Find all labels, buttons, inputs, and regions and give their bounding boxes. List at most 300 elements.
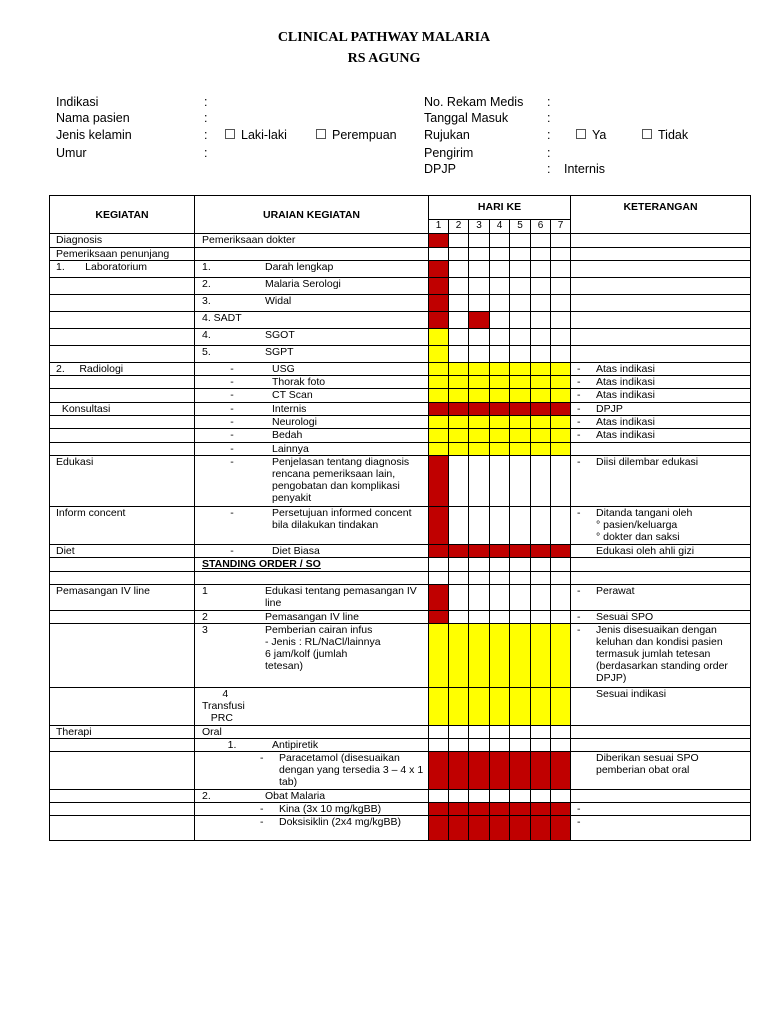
day-7-cell [551, 346, 571, 363]
keterangan-bullet: - [577, 389, 581, 401]
uraian-text: Persetujuan informed concent bila dilakukan tindakan [272, 507, 415, 531]
day-4-cell [490, 456, 510, 507]
uraian-cell [195, 803, 429, 816]
day-6-cell [531, 816, 551, 841]
table-row [50, 816, 751, 841]
kegiatan-cell: 2. Radiologi [50, 363, 195, 376]
day-2-header: 2 [449, 220, 469, 234]
day-4-cell [490, 585, 510, 611]
day-7-cell [551, 611, 571, 624]
day-5-cell [510, 816, 531, 841]
table-row [50, 248, 751, 261]
checkbox-icon[interactable] [576, 129, 586, 139]
day-2-cell [449, 248, 469, 261]
uraian-text: Widal [265, 295, 292, 307]
ya-option[interactable] [576, 128, 606, 142]
keterangan-cell [571, 611, 751, 624]
uraian-cell [195, 624, 429, 688]
day-4-cell [490, 558, 510, 572]
table-row [50, 278, 751, 295]
day-2-cell [449, 261, 469, 278]
keterangan-bullet [577, 688, 596, 700]
day-7-cell [551, 545, 571, 558]
nama-label: Nama pasien [56, 111, 130, 125]
keterangan-bullet: - [577, 624, 581, 636]
day-5-cell [510, 443, 531, 456]
day-4-cell [490, 363, 510, 376]
day-6-cell [531, 790, 551, 803]
day-7-cell [551, 295, 571, 312]
uraian-text: Pemasangan IV line [265, 611, 359, 623]
uraian-cell [195, 363, 429, 376]
uraian-cell [195, 456, 429, 507]
checkbox-icon[interactable] [225, 129, 235, 139]
day-5-cell [510, 545, 531, 558]
umur-label: Umur [56, 146, 87, 160]
day-4-cell [490, 726, 510, 739]
uraian-text: CT Scan [272, 389, 313, 401]
kegiatan-cell: Edukasi [50, 456, 195, 507]
day-1-cell [429, 443, 449, 456]
day-5-cell [510, 429, 531, 443]
day-6-cell [531, 585, 551, 611]
keterangan-cell [571, 346, 751, 363]
kegiatan-cell: Konsultasi [50, 403, 195, 416]
day-7-cell [551, 389, 571, 403]
table-row [50, 295, 751, 312]
kegiatan-cell [50, 312, 195, 329]
day-7-header: 7 [551, 220, 571, 234]
day-2-cell [449, 389, 469, 403]
table-row [50, 346, 751, 363]
day-4-cell [490, 752, 510, 790]
uraian-bullet: - [230, 456, 234, 468]
uraian-cell [195, 295, 429, 312]
keterangan-text: Atas indikasi [596, 416, 655, 428]
pengirim-label: Pengirim [424, 146, 474, 160]
table-row [50, 234, 751, 248]
day-6-cell [531, 295, 551, 312]
day-3-cell [469, 726, 490, 739]
day-2-cell [449, 443, 469, 456]
day-5-cell [510, 739, 531, 752]
day-7-cell [551, 816, 571, 841]
day-3-cell [469, 545, 490, 558]
uraian-bullet: - [260, 803, 264, 815]
keterangan-cell [571, 295, 751, 312]
day-7-cell [551, 456, 571, 507]
day-3-cell [469, 416, 490, 429]
table-row [50, 790, 751, 803]
uraian-bullet: - [260, 752, 264, 764]
day-4-cell [490, 403, 510, 416]
day-5-cell [510, 611, 531, 624]
day-7-cell [551, 234, 571, 248]
day-7-cell [551, 416, 571, 429]
day-1-cell [429, 572, 449, 585]
day-5-cell [510, 376, 531, 389]
day-7-cell [551, 558, 571, 572]
uraian-text: USG [272, 363, 295, 375]
nama-sep: : [204, 111, 208, 125]
kegiatan-cell: Therapi [50, 726, 195, 739]
day-3-cell [469, 312, 490, 329]
day-7-cell [551, 752, 571, 790]
table-row [50, 688, 751, 726]
keterangan-cell [571, 429, 751, 443]
kegiatan-cell: Pemasangan IV line [50, 585, 195, 611]
day-6-cell [531, 611, 551, 624]
day-6-cell [531, 752, 551, 790]
day-7-cell [551, 261, 571, 278]
day-2-cell [449, 558, 469, 572]
uraian-cell [195, 790, 429, 803]
uraian-cell [195, 443, 429, 456]
day-2-cell [449, 416, 469, 429]
day-7-cell [551, 312, 571, 329]
day-3-cell [469, 278, 490, 295]
day-1-cell [429, 429, 449, 443]
day-1-cell [429, 376, 449, 389]
day-3-cell [469, 376, 490, 389]
day-5-cell [510, 389, 531, 403]
day-4-cell [490, 790, 510, 803]
keterangan-cell [571, 803, 751, 816]
keterangan-text: Edukasi oleh ahli gizi [596, 545, 695, 557]
keterangan-cell [571, 816, 751, 841]
uraian-text: Internis [272, 403, 307, 415]
day-1-cell [429, 558, 449, 572]
keterangan-text: Atas indikasi [596, 363, 655, 375]
dpjp-label: DPJP [424, 162, 456, 176]
uraian-text: Pemeriksaan dokter [202, 234, 296, 246]
day-1-cell [429, 278, 449, 295]
uraian-cell [195, 278, 429, 295]
keterangan-text: Sesuai indikasi [596, 688, 667, 700]
kegiatan-cell [50, 329, 195, 346]
table-row [50, 261, 751, 278]
day-1-cell [429, 403, 449, 416]
day-5-cell [510, 278, 531, 295]
laki-option[interactable] [225, 128, 287, 142]
keterangan-bullet: - [577, 416, 581, 428]
keterangan-cell [571, 624, 751, 688]
kegiatan-cell [50, 688, 195, 726]
day-2-cell [449, 376, 469, 389]
table-row [50, 739, 751, 752]
day-6-cell [531, 572, 551, 585]
uraian-text: Neurologi [272, 416, 317, 428]
table-row [50, 389, 751, 403]
checkbox-icon[interactable] [642, 129, 652, 139]
day-1-cell [429, 363, 449, 376]
keterangan-cell [571, 585, 751, 611]
day-2-cell [449, 752, 469, 790]
uraian-bullet: - [230, 507, 234, 519]
day-3-cell [469, 611, 490, 624]
keterangan-cell [571, 329, 751, 346]
day-4-cell [490, 248, 510, 261]
kegiatan-cell [50, 558, 195, 572]
day-6-cell [531, 456, 551, 507]
uraian-text: Penjelasan tentang diagnosis rencana pemeriksaan lain, pengobatan dan komplikasi penyakit [272, 456, 413, 504]
uraian-cell [195, 545, 429, 558]
perempuan-option[interactable] [316, 128, 397, 142]
uraian-cell [195, 248, 429, 261]
day-3-cell [469, 346, 490, 363]
day-7-cell [551, 726, 571, 739]
uraian-cell [195, 507, 429, 545]
keterangan-text: Perawat [596, 585, 635, 597]
day-2-cell [449, 312, 469, 329]
table-row [50, 558, 751, 572]
day-3-cell [469, 248, 490, 261]
keterangan-text: DPJP [596, 403, 623, 415]
table-row [50, 329, 751, 346]
day-5-cell [510, 752, 531, 790]
uraian-cell [195, 234, 429, 248]
day-1-cell [429, 816, 449, 841]
day-4-cell [490, 545, 510, 558]
kegiatan-cell [50, 739, 195, 752]
day-7-cell [551, 803, 571, 816]
uraian-cell [195, 416, 429, 429]
table-row [50, 376, 751, 389]
keterangan-cell [571, 416, 751, 429]
col-keterangan-header: KETERANGAN [571, 196, 751, 234]
kegiatan-cell: 1. Laboratorium [50, 261, 195, 278]
day-1-cell [429, 611, 449, 624]
day-4-cell [490, 234, 510, 248]
uraian-cell [195, 816, 429, 841]
uraian-number: 2. [202, 278, 211, 290]
day-6-cell [531, 346, 551, 363]
keterangan-bullet: - [577, 403, 581, 415]
kegiatan-cell [50, 416, 195, 429]
uraian-number: 5. [202, 346, 211, 358]
day-3-cell [469, 329, 490, 346]
day-6-cell [531, 726, 551, 739]
day-1-cell [429, 261, 449, 278]
table-row [50, 545, 751, 558]
jenis-label: Jenis kelamin [56, 128, 132, 142]
day-7-cell [551, 429, 571, 443]
day-7-cell [551, 585, 571, 611]
rujukan-sep: : [547, 128, 551, 142]
uraian-number: 3 [202, 624, 208, 636]
day-3-cell [469, 456, 490, 507]
day-5-cell [510, 572, 531, 585]
day-4-cell [490, 443, 510, 456]
dpjp-value: Internis [564, 162, 605, 176]
day-2-cell [449, 278, 469, 295]
day-5-cell [510, 726, 531, 739]
day-1-cell [429, 790, 449, 803]
kegiatan-cell: Diet [50, 545, 195, 558]
day-5-cell [510, 346, 531, 363]
day-6-cell [531, 739, 551, 752]
day-6-cell [531, 624, 551, 688]
page-subtitle: RS AGUNG [347, 51, 421, 66]
pengirim-sep: : [547, 146, 551, 160]
day-4-cell [490, 429, 510, 443]
keterangan-bullet: - [577, 816, 581, 828]
day-6-cell [531, 278, 551, 295]
day-4-cell [490, 376, 510, 389]
uraian-number: 3. [202, 295, 211, 307]
uraian-cell [195, 329, 429, 346]
rujukan-label: Rujukan [424, 128, 470, 142]
uraian-cell [195, 312, 429, 329]
day-2-cell [449, 346, 469, 363]
jenis-sep: : [204, 128, 208, 142]
keterangan-text: Atas indikasi [596, 376, 655, 388]
day-6-cell [531, 558, 551, 572]
keterangan-cell [571, 312, 751, 329]
checkbox-icon[interactable] [316, 129, 326, 139]
uraian-cell [195, 739, 429, 752]
standing-order-heading: STANDING ORDER / SO [202, 558, 321, 570]
day-2-cell [449, 803, 469, 816]
keterangan-text: Ditanda tangani oleh [596, 507, 693, 519]
uraian-text: Darah lengkap [265, 261, 334, 273]
laki-label: Laki-laki [241, 128, 287, 142]
day-7-cell [551, 507, 571, 545]
day-7-cell [551, 376, 571, 389]
tidak-option[interactable] [642, 128, 688, 142]
uraian-cell [195, 585, 429, 611]
uraian-bullet: - [230, 389, 234, 401]
day-6-cell [531, 429, 551, 443]
keterangan-bullet: - [577, 376, 581, 388]
day-5-cell [510, 558, 531, 572]
day-1-cell [429, 456, 449, 507]
table-row [50, 803, 751, 816]
table-row [50, 312, 751, 329]
kegiatan-cell [50, 624, 195, 688]
uraian-cell [195, 346, 429, 363]
day-5-cell [510, 363, 531, 376]
day-7-cell [551, 363, 571, 376]
day-6-cell [531, 443, 551, 456]
day-1-cell [429, 329, 449, 346]
keterangan-cell [571, 443, 751, 456]
table-row [50, 585, 751, 611]
uraian-text: Edukasi tentang pemasangan IV line [265, 585, 420, 609]
table-row [50, 403, 751, 416]
day-6-cell [531, 376, 551, 389]
day-4-cell [490, 688, 510, 726]
kegiatan-cell [50, 816, 195, 841]
tanggal-sep: : [547, 111, 551, 125]
uraian-text: SGOT [265, 329, 295, 341]
keterangan-cell [571, 248, 751, 261]
table-row [50, 443, 751, 456]
day-2-cell [449, 403, 469, 416]
day-1-cell [429, 545, 449, 558]
day-3-cell [469, 443, 490, 456]
day-6-header: 6 [531, 220, 551, 234]
uraian-text: 4. SADT [202, 312, 242, 324]
day-6-cell [531, 363, 551, 376]
kegiatan-cell: Diagnosis [50, 234, 195, 248]
table-row [50, 611, 751, 624]
keterangan-bullet [577, 519, 596, 531]
rekam-sep: : [547, 95, 551, 109]
page-title: CLINICAL PATHWAY MALARIA [277, 30, 491, 45]
keterangan-cell [571, 456, 751, 507]
day-7-cell [551, 739, 571, 752]
keterangan-text: Diisi dilembar edukasi [596, 456, 699, 468]
day-6-cell [531, 803, 551, 816]
day-2-cell [449, 456, 469, 507]
day-3-cell [469, 363, 490, 376]
day-6-cell [531, 688, 551, 726]
keterangan-text [596, 816, 750, 828]
kegiatan-cell [50, 376, 195, 389]
day-3-header: 3 [469, 220, 490, 234]
day-4-cell [490, 416, 510, 429]
day-7-cell [551, 329, 571, 346]
day-4-cell [490, 803, 510, 816]
table-row [50, 456, 751, 507]
table-row [50, 429, 751, 443]
day-4-cell [490, 572, 510, 585]
kegiatan-cell [50, 389, 195, 403]
rekam-label: No. Rekam Medis [424, 95, 524, 109]
day-7-cell [551, 403, 571, 416]
table-row [50, 624, 751, 688]
day-3-cell [469, 803, 490, 816]
day-6-cell [531, 261, 551, 278]
dpjp-sep: : [547, 162, 551, 176]
uraian-cell [195, 261, 429, 278]
day-3-cell [469, 429, 490, 443]
day-2-cell [449, 295, 469, 312]
table-row [50, 572, 751, 585]
ya-label: Ya [592, 128, 607, 142]
keterangan-cell [571, 376, 751, 389]
day-3-cell [469, 739, 490, 752]
uraian-bullet: - [230, 376, 234, 388]
keterangan-cell [571, 278, 751, 295]
tidak-label: Tidak [658, 128, 689, 142]
day-1-cell [429, 507, 449, 545]
keterangan-bullet: - [577, 429, 581, 441]
uraian-number: 1 [202, 585, 208, 597]
day-5-cell [510, 416, 531, 429]
kegiatan-cell: Pemeriksaan penunjang [50, 248, 195, 261]
day-3-cell [469, 816, 490, 841]
day-1-cell [429, 688, 449, 726]
uraian-text: Kina (3x 10 mg/kgBB) [279, 803, 382, 815]
uraian-text: 4 Transfusi PRC [202, 688, 245, 724]
day-5-cell [510, 329, 531, 346]
uraian-bullet: - [230, 403, 234, 415]
keterangan-bullet [577, 531, 596, 543]
keterangan-bullet: - [577, 611, 581, 623]
day-4-cell [490, 389, 510, 403]
keterangan-text: Atas indikasi [596, 389, 655, 401]
day-4-cell [490, 739, 510, 752]
day-5-cell [510, 624, 531, 688]
keterangan-cell [571, 261, 751, 278]
table-row [50, 752, 751, 790]
kegiatan-cell [50, 611, 195, 624]
keterangan-bullet: - [577, 803, 581, 815]
day-1-cell [429, 752, 449, 790]
uraian-cell [195, 389, 429, 403]
